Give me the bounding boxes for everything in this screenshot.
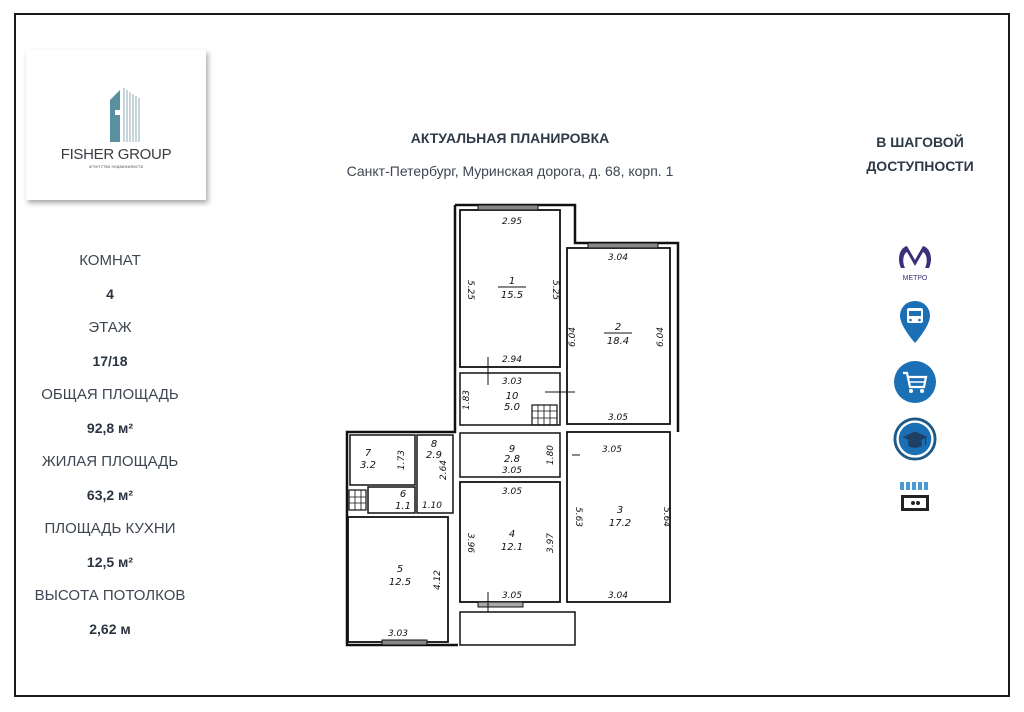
svg-text:4.12: 4.12	[433, 569, 443, 591]
brand-tagline: агентство недвижимости	[88, 164, 144, 169]
svg-text:2: 2	[614, 322, 622, 333]
svg-text:3.05: 3.05	[607, 413, 629, 423]
spec-label-kitchen-area: ПЛОЩАДЬ КУХНИ	[44, 520, 176, 537]
spec-value-kitchen-area: 12,5 м²	[86, 554, 134, 570]
svg-text:8: 8	[430, 439, 438, 450]
logo-card	[26, 50, 206, 200]
svg-text:5.25: 5.25	[465, 279, 475, 301]
svg-text:18.4: 18.4	[606, 336, 630, 347]
address: Санкт-Петербург, Муринская дорога, д. 68, корп. 1	[346, 163, 674, 179]
walking-title-line2: ДОСТУПНОСТИ	[866, 158, 974, 174]
spec-value-rooms: 4	[106, 286, 114, 302]
spec-label-total-area: ОБЩАЯ ПЛОЩАДЬ	[41, 386, 179, 403]
svg-text:12.5: 12.5	[388, 577, 412, 588]
spec-label-ceiling-height: ВЫСОТА ПОТОЛКОВ	[34, 587, 186, 604]
svg-text:1.80: 1.80	[546, 444, 556, 466]
spec-value-living-area: 63,2 м²	[86, 487, 134, 503]
svg-text:5.63: 5.63	[573, 506, 583, 528]
svg-text:2.8: 2.8	[504, 454, 520, 465]
svg-text:9: 9	[508, 444, 516, 455]
apartment-specs	[20, 250, 200, 652]
svg-text:МЕТРО: МЕТРО	[902, 275, 928, 282]
svg-text:1.73: 1.73	[397, 449, 407, 471]
svg-text:3.03: 3.03	[501, 377, 523, 387]
svg-text:2.95: 2.95	[501, 217, 523, 227]
svg-text:3.97: 3.97	[546, 532, 556, 554]
spec-value-floor: 17/18	[92, 353, 128, 369]
svg-text:3: 3	[616, 505, 624, 516]
svg-text:6.04: 6.04	[656, 326, 666, 348]
svg-text:10: 10	[505, 391, 519, 402]
market-stall-icon	[893, 475, 937, 519]
walking-title-line1: В ШАГОВОЙ	[876, 134, 964, 150]
svg-text:3.05: 3.05	[501, 466, 523, 476]
brand-name: FISHER GROUP	[60, 146, 172, 163]
page-title: АКТУАЛЬНАЯ ПЛАНИРОВКА	[410, 130, 610, 146]
metro-icon	[893, 240, 937, 284]
svg-text:3.05: 3.05	[601, 445, 623, 455]
room-1-area: 15.5	[500, 290, 524, 301]
education-icon	[893, 417, 937, 461]
svg-text:1.10: 1.10	[421, 501, 443, 511]
spec-value-ceiling-height: 2,62 м	[89, 621, 131, 637]
svg-text:3.05: 3.05	[501, 487, 523, 497]
svg-text:3.96: 3.96	[465, 532, 475, 554]
svg-text:7: 7	[364, 448, 372, 459]
svg-text:1.83: 1.83	[462, 389, 472, 411]
fisher-group-logo-icon	[106, 86, 146, 142]
spec-label-living-area: ЖИЛАЯ ПЛОЩАДЬ	[41, 453, 179, 470]
floor-plan	[340, 195, 700, 655]
svg-text:2.64: 2.64	[439, 459, 449, 481]
svg-text:5.64: 5.64	[661, 506, 671, 528]
svg-text:3.05: 3.05	[501, 591, 523, 601]
svg-text:4: 4	[508, 529, 516, 540]
svg-text:2.9: 2.9	[426, 450, 442, 461]
spec-label-floor: ЭТАЖ	[88, 319, 132, 336]
svg-text:1.1: 1.1	[395, 501, 411, 512]
svg-text:17.2: 17.2	[608, 518, 632, 529]
spec-label-rooms: КОМНАТ	[79, 252, 141, 269]
svg-text:5: 5	[396, 564, 404, 575]
shop-cart-icon	[893, 360, 937, 404]
svg-text:3.03: 3.03	[387, 629, 409, 639]
svg-text:6.04: 6.04	[568, 326, 578, 348]
spec-value-total-area: 92,8 м²	[86, 420, 134, 436]
svg-text:5.25: 5.25	[550, 279, 560, 301]
svg-text:5.0: 5.0	[504, 402, 520, 413]
svg-text:12.1: 12.1	[500, 542, 524, 553]
walking-distance-title	[840, 130, 1000, 178]
svg-text:2.94: 2.94	[501, 355, 523, 365]
svg-text:3.2: 3.2	[360, 460, 376, 471]
svg-text:3.04: 3.04	[607, 253, 629, 263]
svg-text:3.04: 3.04	[607, 591, 629, 601]
room-1-id: 1	[508, 276, 516, 287]
bus-stop-icon	[893, 300, 937, 344]
svg-text:6: 6	[399, 489, 407, 500]
